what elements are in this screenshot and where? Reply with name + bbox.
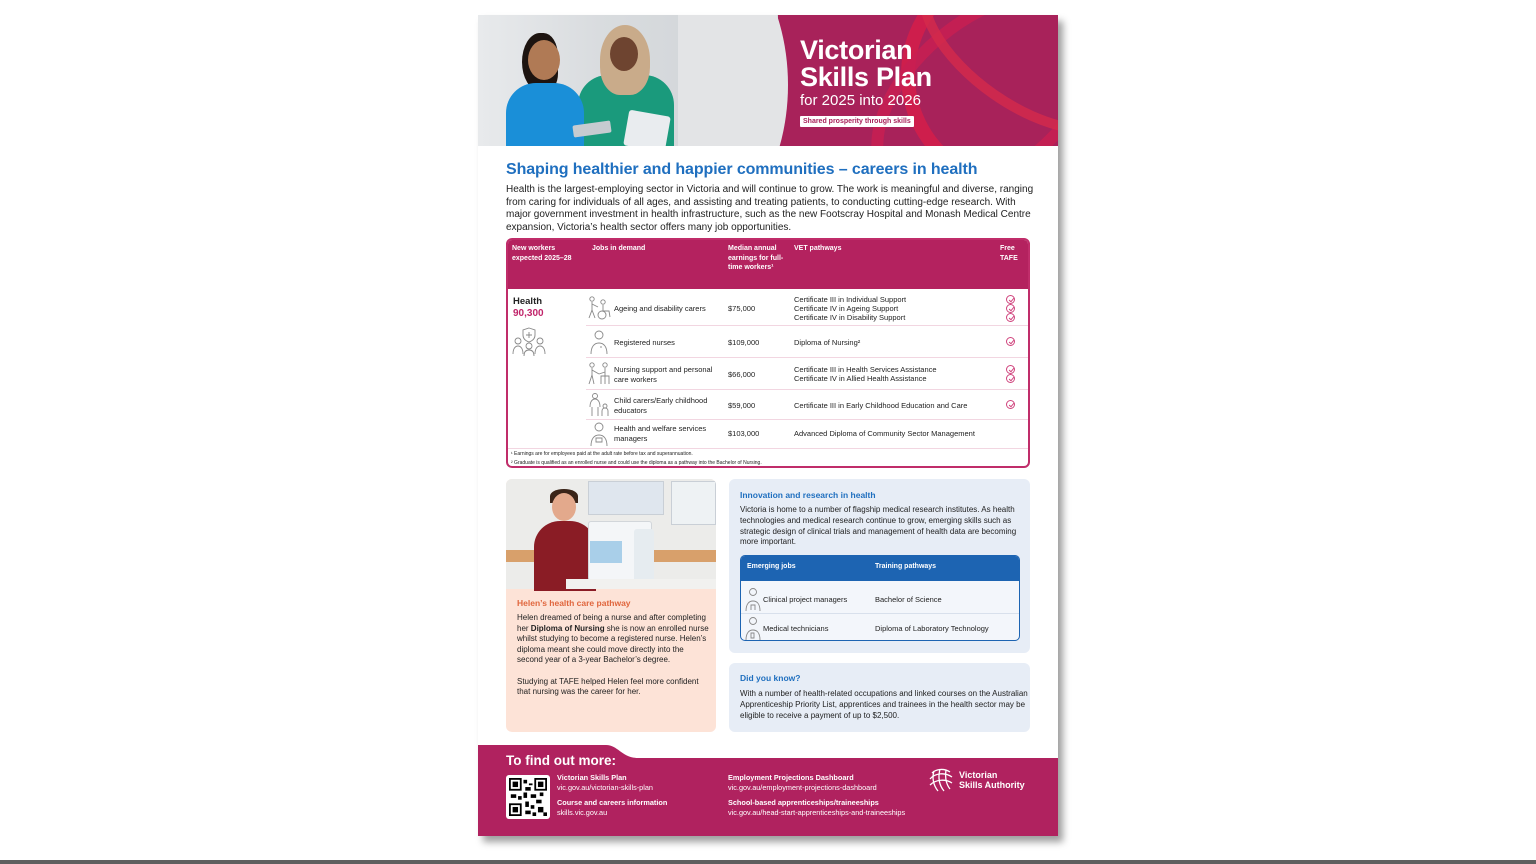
link-url[interactable]: vic.gov.au/victorian-skills-plan xyxy=(557,782,653,792)
free-tafe-check-icon xyxy=(1006,337,1015,346)
link-school-apprenticeships[interactable] xyxy=(728,798,905,817)
header-jobs: Jobs in demand xyxy=(592,245,646,252)
link-url[interactable]: skills.vic.gov.au xyxy=(557,807,608,817)
link-label: Victorian Skills Plan xyxy=(557,773,627,782)
link-label: Course and careers information xyxy=(557,798,668,807)
did-you-know-title: Did you know? xyxy=(740,673,801,683)
table-row xyxy=(586,326,1028,358)
healthcare-team-icon xyxy=(511,326,547,356)
free-tafe-check-icon xyxy=(1006,313,1015,322)
emerging-job: Medical technicians xyxy=(763,624,829,633)
page-heading: Shaping healthier and happier communities – careers in health xyxy=(506,161,978,178)
personal-care-icon xyxy=(586,362,612,386)
helen-title: Helen’s health care pathway xyxy=(517,598,631,608)
viewer-bottom-bar xyxy=(0,860,1536,864)
project-manager-icon xyxy=(745,587,761,611)
vet-pathways xyxy=(794,365,937,383)
helen-text-para2: Studying at TAFE helped Helen feel more confident that nursing was the career for her. xyxy=(517,676,699,697)
nurse-icon xyxy=(586,330,612,354)
helen-text-bold: Diploma of Nursing xyxy=(530,623,605,633)
job-title: Ageing and disability carers xyxy=(614,304,706,313)
title-line-1: Victorian xyxy=(800,35,913,65)
link-label: Employment Projections Dashboard xyxy=(728,773,854,782)
vet-pathways xyxy=(794,429,975,438)
job-title: Health and welfare services managers xyxy=(614,424,707,443)
tagline-badge: Shared prosperity through skills xyxy=(800,116,914,127)
qr-code-icon xyxy=(509,778,547,816)
innovation-title: Innovation and research in health xyxy=(740,490,876,500)
manager-icon xyxy=(586,422,612,446)
table-row xyxy=(586,390,1028,420)
table-header xyxy=(508,240,1028,289)
logo-line-2: Skills Authority xyxy=(959,780,1025,790)
vsa-logo-text xyxy=(959,770,1025,790)
vet-pathways xyxy=(794,401,967,410)
helen-text-part: she is now an enrolled nurse whilst studying to become a registered nurse. Helen’s diploma meant she could move directly into the second year of a 3-year Bachelor’s degree. xyxy=(517,623,709,665)
jobs-in-demand-table xyxy=(506,238,1030,468)
header-training-pathways: Training pathways xyxy=(875,563,937,570)
vet-course: Diploma of Nursing² xyxy=(794,338,861,347)
vet-course: Certificate IV in Allied Health Assistance xyxy=(794,374,927,383)
emerging-job: Clinical project managers xyxy=(763,595,848,604)
job-earnings: $103,000 xyxy=(728,429,760,438)
adult-child-icon xyxy=(586,393,612,417)
vet-course: Certificate III in Early Childhood Education and Care xyxy=(794,401,968,410)
job-earnings: $66,000 xyxy=(728,370,756,379)
free-tafe-marks xyxy=(1006,400,1018,409)
vet-pathways xyxy=(794,295,906,322)
job-earnings: $75,000 xyxy=(728,304,756,313)
sector-health xyxy=(513,296,544,319)
header-free-tafe: Free TAFE xyxy=(1000,245,1018,262)
training-pathway: Diploma of Laboratory Technology xyxy=(875,624,989,633)
title-line-2: Skills Plan xyxy=(800,62,932,92)
free-tafe-marks xyxy=(1006,365,1018,383)
table-row xyxy=(586,358,1028,390)
link-course-careers[interactable] xyxy=(557,798,667,817)
free-tafe-check-icon xyxy=(1006,365,1015,374)
free-tafe-check-icon xyxy=(1006,374,1015,383)
link-url[interactable]: vic.gov.au/head-start-apprenticeships-and-traineeships xyxy=(728,807,906,817)
did-you-know-card xyxy=(729,663,1030,732)
intro-paragraph: Health is the largest-employing sector in Victoria and will continue to grow. The work is meaningful and diverse, ranging from caring for individuals of all ages, and assisting and treating patients, to conducting cutting-edge research. With major government investment in health infrastructure, such as the new Footscray Hospital and Monash Medical Centre expansion, Victoria’s health sector offers many job opportunities. xyxy=(506,184,1034,233)
footnote-1: ¹ Earnings are for employees paid at the adult rate before tax and superannuation. xyxy=(511,451,693,457)
table-row xyxy=(586,290,1028,326)
nurses-photo xyxy=(478,15,778,146)
helen-text xyxy=(517,613,709,698)
job-earnings: $59,000 xyxy=(728,401,756,410)
vet-course: Certificate III in Health Services Assistance xyxy=(794,365,937,374)
table-row xyxy=(741,613,1019,641)
emerging-jobs-table xyxy=(740,555,1020,641)
header-earnings: Median annual earnings for full-time workers¹ xyxy=(728,245,784,271)
did-you-know-text: With a number of health-related occupations and linked courses on the Australian Apprenticeship Priority List, apprentices and trainees in the health sector may be eligible to receive a payment of up to $2,500. xyxy=(740,689,1028,720)
table-row xyxy=(741,585,1019,613)
link-employment-dashboard[interactable] xyxy=(728,773,877,792)
footer-banner xyxy=(478,745,1058,836)
table-footnotes xyxy=(511,450,762,467)
job-title: Child carers/Early childhood educators xyxy=(614,396,708,415)
vet-course: Certificate III in Individual Support xyxy=(794,295,907,304)
job-earnings: $109,000 xyxy=(728,338,760,347)
vet-course: Certificate IV in Ageing Support xyxy=(794,304,899,313)
hero-title-block xyxy=(800,37,932,128)
document-page xyxy=(478,15,1058,836)
logo-line-1: Victorian xyxy=(959,770,998,780)
free-tafe-marks xyxy=(1006,337,1018,346)
table-row xyxy=(586,420,1028,448)
victorian-skills-authority-logo xyxy=(928,767,1038,795)
nurse-at-workstation-photo xyxy=(506,479,716,589)
hero-banner xyxy=(478,15,1058,146)
header-new-workers: New workers expected 2025–28 xyxy=(512,245,572,262)
carer-wheelchair-icon xyxy=(586,296,612,320)
free-tafe-marks xyxy=(1006,295,1018,322)
footnote-2: ² Graduate is qualified as an enrolled nurse and could use the diploma as a pathway into the Bachelor of Nursing. xyxy=(511,459,762,466)
vet-course: Certificate IV in Disability Support xyxy=(794,313,906,322)
hero-subtitle: for 2025 into 2026 xyxy=(800,92,921,109)
vet-course: Advanced Diploma of Community Sector Management xyxy=(794,429,975,438)
link-victorian-skills-plan[interactable] xyxy=(557,773,653,792)
job-title: Registered nurses xyxy=(614,338,675,347)
free-tafe-check-icon xyxy=(1006,295,1015,304)
helen-story-card xyxy=(506,479,716,732)
sector-count: 90,300 xyxy=(513,308,544,319)
job-title: Nursing support and personal care workers xyxy=(614,365,713,384)
vsa-globe-icon xyxy=(928,767,954,793)
footer-title: To find out more: xyxy=(506,753,616,768)
free-tafe-check-icon xyxy=(1006,400,1015,409)
emerging-table-header xyxy=(741,556,1019,581)
sector-name: Health xyxy=(513,296,543,307)
training-pathway: Bachelor of Science xyxy=(875,595,942,604)
medical-technician-icon xyxy=(745,616,761,640)
qr-code[interactable] xyxy=(506,775,550,819)
header-vet: VET pathways xyxy=(794,245,842,252)
helen-text-part: Helen dreamed of being a nurse and after completing her xyxy=(517,613,707,633)
innovation-text: Victoria is home to a number of flagship medical research institutes. As health technologies and medical research continue to grow, emerging skills such as strategic design of clinical trials and management of health data are becoming more important. xyxy=(740,505,1017,547)
innovation-card xyxy=(729,479,1030,653)
link-url[interactable]: vic.gov.au/employment-projections-dashboard xyxy=(728,782,877,792)
link-label: School-based apprenticeships/traineeships xyxy=(728,798,879,807)
header-emerging-jobs: Emerging jobs xyxy=(747,563,796,570)
free-tafe-check-icon xyxy=(1006,304,1015,313)
vet-pathways xyxy=(794,338,860,347)
